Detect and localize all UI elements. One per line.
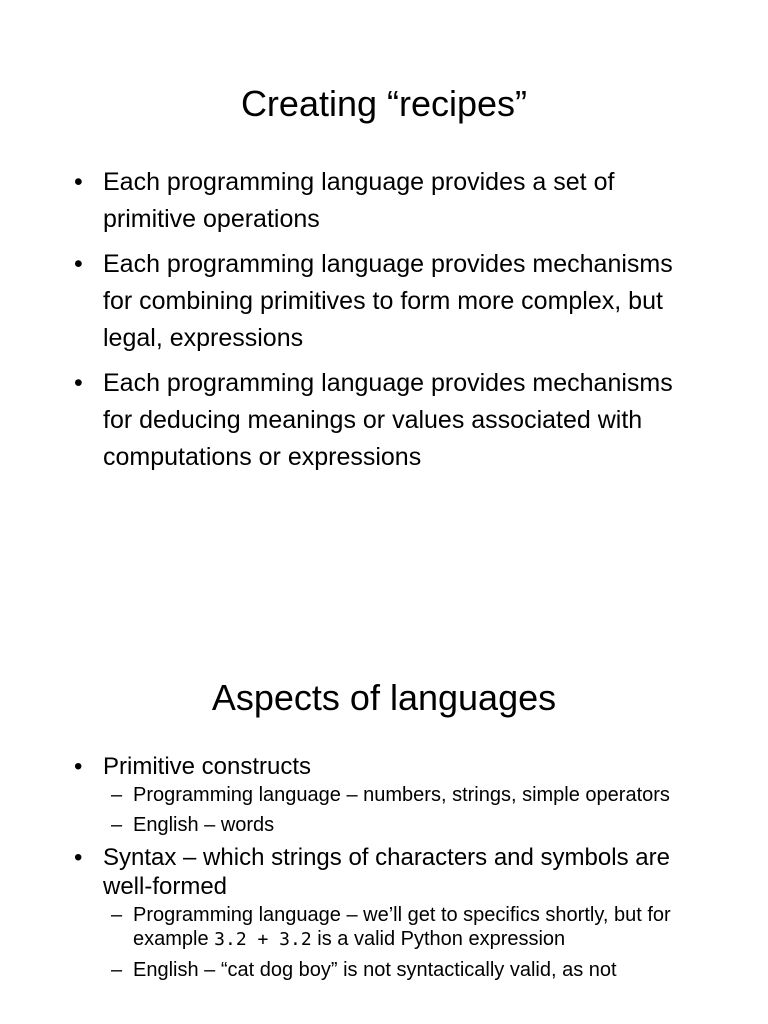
- code-snippet: 3.2 + 3.2: [214, 929, 312, 950]
- bullet-list: [0, 164, 768, 484]
- bullet-dot-icon: •: [74, 168, 83, 196]
- dash-icon: –: [111, 959, 123, 981]
- dash-icon: –: [111, 814, 123, 836]
- bullet-item: [0, 843, 768, 982]
- sub-bullet-list: [103, 903, 708, 982]
- bullet-text: Primitive constructs: [103, 753, 312, 780]
- bullet-dot-icon: •: [74, 753, 83, 780]
- bullet-list: [0, 752, 768, 988]
- bullet-item: [0, 246, 768, 357]
- sub-bullet-text-after: is a valid Python expression: [311, 928, 566, 950]
- sub-bullet-text: English – words: [133, 814, 275, 836]
- bullet-item: [0, 164, 768, 238]
- bullet-text: Syntax – which strings of characters and symbols are well-formed: [103, 844, 670, 900]
- bullet-text: Each programming language provides mechanisms for deducing meanings or values associated with computations or expressions: [103, 369, 673, 471]
- sub-bullet-item: [103, 783, 708, 807]
- dash-icon: –: [111, 784, 123, 806]
- sub-bullet-text: English – “cat dog boy” is not syntactically valid, as not: [133, 959, 617, 981]
- sub-bullet-item: [103, 813, 708, 837]
- bullet-text: Each programming language provides mechanisms for combining primitives to form more complex, but legal, expressions: [103, 250, 673, 352]
- bullet-dot-icon: •: [74, 250, 83, 278]
- sub-bullet-text-before: Programming language – we’ll get to specifics shortly, but for example: [133, 904, 671, 950]
- sub-bullet-list: [103, 783, 708, 837]
- slide-title: Creating “recipes”: [240, 83, 528, 124]
- bullet-item: [0, 365, 768, 476]
- slide-aspects-of-languages: [0, 512, 768, 1024]
- sub-bullet-item: [103, 958, 708, 982]
- bullet-item: [0, 752, 768, 837]
- sub-bullet-text: Programming language – numbers, strings, simple operators: [133, 784, 670, 806]
- bullet-dot-icon: •: [74, 844, 83, 871]
- sub-bullet-item: [103, 903, 708, 952]
- bullet-dot-icon: •: [74, 369, 83, 397]
- bullet-text: Each programming language provides a set of primitive operations: [103, 168, 615, 233]
- slide-title: Aspects of languages: [211, 677, 557, 718]
- dash-icon: –: [111, 904, 123, 926]
